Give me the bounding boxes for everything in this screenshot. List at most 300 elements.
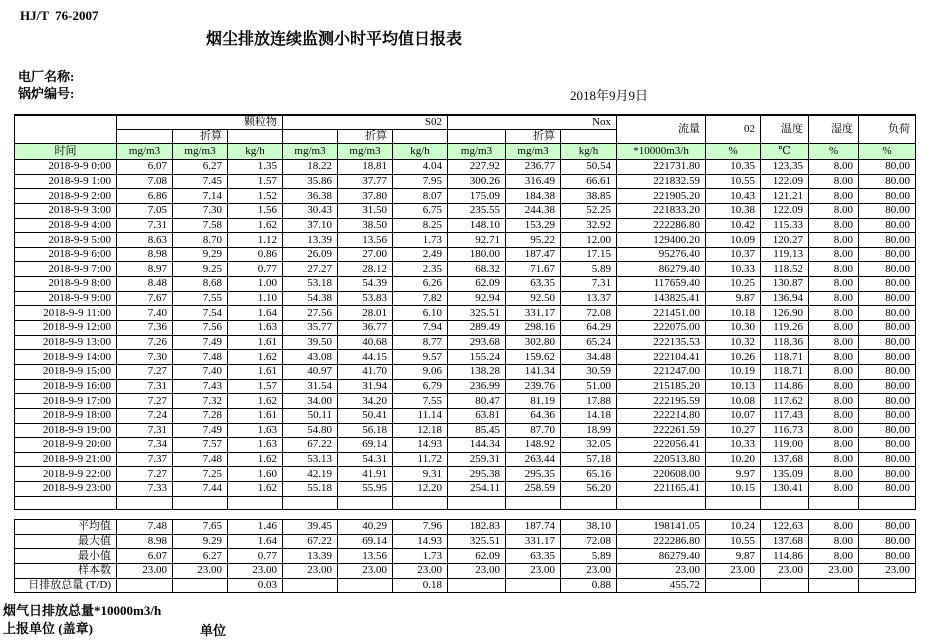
- value-cell: 1.63: [228, 438, 283, 453]
- value-cell: 1.60: [228, 467, 283, 482]
- value-cell: 7.31: [117, 423, 173, 438]
- header-subcell-empty: [561, 130, 617, 144]
- summary-row: [15, 534, 916, 549]
- summary-value-cell: [506, 578, 561, 593]
- value-cell: 258.59: [506, 482, 561, 497]
- summary-value-cell: 114.86: [761, 549, 809, 564]
- value-cell: 10.15: [706, 482, 761, 497]
- empty-cell: [283, 496, 338, 509]
- summary-table: [14, 519, 916, 593]
- summary-value-cell: 23.00: [228, 563, 283, 578]
- value-cell: 12.00: [561, 233, 617, 248]
- value-cell: 7.94: [393, 321, 448, 336]
- table-row: [15, 262, 916, 277]
- value-cell: 148.10: [448, 218, 506, 233]
- value-cell: 7.30: [117, 350, 173, 365]
- value-cell: 175.09: [448, 189, 506, 204]
- value-cell: 116.73: [761, 423, 809, 438]
- value-cell: 119.00: [761, 438, 809, 453]
- value-cell: 80.00: [859, 482, 916, 497]
- value-cell: 38.50: [338, 218, 393, 233]
- value-cell: 8.00: [809, 189, 859, 204]
- empty-cell: [173, 496, 228, 509]
- value-cell: 8.00: [809, 364, 859, 379]
- header-corner-empty: [15, 115, 117, 144]
- summary-value-cell: [117, 578, 173, 593]
- value-cell: 118.52: [761, 262, 809, 277]
- value-cell: 7.26: [117, 335, 173, 350]
- value-cell: 221833.20: [617, 203, 706, 218]
- value-cell: 10.09: [706, 233, 761, 248]
- value-cell: 9.31: [393, 467, 448, 482]
- value-cell: 80.00: [859, 174, 916, 189]
- value-cell: 1.61: [228, 364, 283, 379]
- time-cell: 2018-9-9 16:00: [15, 379, 117, 394]
- summary-value-cell: 8.00: [809, 549, 859, 564]
- value-cell: 136.94: [761, 291, 809, 306]
- header-units-row: [15, 144, 916, 160]
- value-cell: 54.80: [283, 423, 338, 438]
- value-cell: 92.71: [448, 233, 506, 248]
- value-cell: 8.00: [809, 335, 859, 350]
- value-cell: 8.68: [173, 277, 228, 292]
- value-cell: 95276.40: [617, 247, 706, 262]
- summary-value-cell: 6.07: [117, 549, 173, 564]
- table-row: [15, 277, 916, 292]
- value-cell: 1.00: [228, 277, 283, 292]
- value-cell: 54.31: [338, 452, 393, 467]
- empty-cell: [506, 496, 561, 509]
- value-cell: 7.58: [173, 218, 228, 233]
- value-cell: 80.00: [859, 335, 916, 350]
- value-cell: 80.00: [859, 321, 916, 336]
- value-cell: 222286.80: [617, 218, 706, 233]
- summary-value-cell: 23.00: [173, 563, 228, 578]
- value-cell: 7.40: [173, 364, 228, 379]
- summary-value-cell: 10.24: [706, 520, 761, 535]
- summary-value-cell: 0.77: [228, 549, 283, 564]
- value-cell: 7.34: [117, 438, 173, 453]
- value-cell: 56.18: [338, 423, 393, 438]
- unit-cell: ℃: [761, 144, 809, 160]
- value-cell: 6.10: [393, 306, 448, 321]
- value-cell: 8.00: [809, 394, 859, 409]
- value-cell: 7.49: [173, 423, 228, 438]
- value-cell: 148.92: [506, 438, 561, 453]
- value-cell: 220608.00: [617, 467, 706, 482]
- summary-value-cell: 72.08: [561, 534, 617, 549]
- summary-value-cell: 8.98: [117, 534, 173, 549]
- value-cell: 120.27: [761, 233, 809, 248]
- summary-value-cell: 10.55: [706, 534, 761, 549]
- value-cell: 7.36: [117, 321, 173, 336]
- value-cell: 31.94: [338, 379, 393, 394]
- unit-cell: mg/m3: [173, 144, 228, 160]
- value-cell: 7.54: [173, 306, 228, 321]
- table-row: [15, 218, 916, 233]
- header-humidity: 湿度: [809, 115, 859, 144]
- unit-cell: mg/m3: [506, 144, 561, 160]
- table-row: [15, 482, 916, 497]
- page-title: 烟尘排放连续监测小时平均值日报表: [206, 31, 463, 48]
- summary-value-cell: 80.00: [859, 534, 916, 549]
- value-cell: 8.00: [809, 423, 859, 438]
- summary-row: [15, 549, 916, 564]
- value-cell: 8.97: [117, 262, 173, 277]
- value-cell: 10.13: [706, 379, 761, 394]
- summary-value-cell: [859, 578, 916, 593]
- summary-value-cell: 38.10: [561, 520, 617, 535]
- value-cell: 80.00: [859, 467, 916, 482]
- value-cell: 7.49: [173, 335, 228, 350]
- value-cell: 37.80: [338, 189, 393, 204]
- value-cell: 221165.41: [617, 482, 706, 497]
- value-cell: 67.22: [283, 438, 338, 453]
- value-cell: 6.79: [393, 379, 448, 394]
- value-cell: 17.88: [561, 394, 617, 409]
- empty-row: [15, 496, 916, 509]
- summary-value-cell: 23.00: [809, 563, 859, 578]
- header-pm-converted: 折算: [173, 130, 228, 144]
- value-cell: 38.85: [561, 189, 617, 204]
- value-cell: 9.06: [393, 364, 448, 379]
- header-subcell-empty: [283, 130, 338, 144]
- value-cell: 11.72: [393, 452, 448, 467]
- value-cell: 10.35: [706, 160, 761, 175]
- value-cell: 236.77: [506, 160, 561, 175]
- value-cell: 17.15: [561, 247, 617, 262]
- value-cell: 8.48: [117, 277, 173, 292]
- value-cell: 302.80: [506, 335, 561, 350]
- value-cell: 1.12: [228, 233, 283, 248]
- value-cell: 8.25: [393, 218, 448, 233]
- value-cell: 117.62: [761, 394, 809, 409]
- summary-value-cell: 80.00: [859, 549, 916, 564]
- time-cell: 2018-9-9 6:00: [15, 247, 117, 262]
- summary-value-cell: 9.29: [173, 534, 228, 549]
- value-cell: 259.31: [448, 452, 506, 467]
- value-cell: 117.43: [761, 408, 809, 423]
- value-cell: 7.48: [173, 350, 228, 365]
- value-cell: 50.54: [561, 160, 617, 175]
- value-cell: 56.20: [561, 482, 617, 497]
- header-subcell-empty: [448, 130, 506, 144]
- value-cell: 1.63: [228, 423, 283, 438]
- table-row: [15, 306, 916, 321]
- value-cell: 27.00: [338, 247, 393, 262]
- value-cell: 64.36: [506, 408, 561, 423]
- value-cell: 7.67: [117, 291, 173, 306]
- value-cell: 215185.20: [617, 379, 706, 394]
- summary-value-cell: 5.89: [561, 549, 617, 564]
- value-cell: 331.17: [506, 306, 561, 321]
- empty-cell: [393, 496, 448, 509]
- summary-value-cell: 23.00: [393, 563, 448, 578]
- summary-value-cell: 1.73: [393, 549, 448, 564]
- time-cell: 2018-9-9 9:00: [15, 291, 117, 306]
- value-cell: 1.62: [228, 394, 283, 409]
- empty-cell: [706, 496, 761, 509]
- boiler-number-label: 锅炉编号:: [18, 86, 75, 101]
- empty-cell: [15, 496, 117, 509]
- time-cell: 2018-9-9 20:00: [15, 438, 117, 453]
- empty-cell: [761, 496, 809, 509]
- value-cell: 7.55: [173, 291, 228, 306]
- value-cell: 71.67: [506, 262, 561, 277]
- summary-value-cell: 1.64: [228, 534, 283, 549]
- value-cell: 222195.59: [617, 394, 706, 409]
- unit-cell: mg/m3: [117, 144, 173, 160]
- value-cell: 10.30: [706, 321, 761, 336]
- value-cell: 9.87: [706, 291, 761, 306]
- summary-value-cell: 8.00: [809, 534, 859, 549]
- value-cell: 263.44: [506, 452, 561, 467]
- summary-value-cell: 23.00: [761, 563, 809, 578]
- value-cell: 221451.00: [617, 306, 706, 321]
- value-cell: 8.00: [809, 379, 859, 394]
- unit-cell: mg/m3: [448, 144, 506, 160]
- value-cell: 7.48: [173, 452, 228, 467]
- value-cell: 7.32: [173, 394, 228, 409]
- value-cell: 159.62: [506, 350, 561, 365]
- value-cell: 7.27: [117, 467, 173, 482]
- summary-value-cell: 7.48: [117, 520, 173, 535]
- summary-label-cell: 最大值: [15, 534, 117, 549]
- value-cell: 12.20: [393, 482, 448, 497]
- header-o2: 02: [706, 115, 761, 144]
- value-cell: 54.38: [283, 291, 338, 306]
- value-cell: 8.00: [809, 247, 859, 262]
- value-cell: 64.29: [561, 321, 617, 336]
- table-row: [15, 189, 916, 204]
- value-cell: 6.75: [393, 203, 448, 218]
- value-cell: 81.19: [506, 394, 561, 409]
- value-cell: 7.05: [117, 203, 173, 218]
- unit-cell: kg/h: [561, 144, 617, 160]
- value-cell: 126.90: [761, 306, 809, 321]
- value-cell: 18.22: [283, 160, 338, 175]
- value-cell: 122.09: [761, 203, 809, 218]
- summary-value-cell: 1.46: [228, 520, 283, 535]
- value-cell: 115.33: [761, 218, 809, 233]
- summary-value-cell: 23.00: [617, 563, 706, 578]
- table-row: [15, 233, 916, 248]
- value-cell: 8.63: [117, 233, 173, 248]
- table-row: [15, 423, 916, 438]
- value-cell: 85.45: [448, 423, 506, 438]
- summary-value-cell: [338, 578, 393, 593]
- unit-cell: %: [706, 144, 761, 160]
- summary-value-cell: 86279.40: [617, 549, 706, 564]
- value-cell: 62.09: [448, 277, 506, 292]
- value-cell: 66.61: [561, 174, 617, 189]
- value-cell: 34.48: [561, 350, 617, 365]
- value-cell: 80.00: [859, 438, 916, 453]
- value-cell: 6.27: [173, 160, 228, 175]
- summary-value-cell: 222286.80: [617, 534, 706, 549]
- value-cell: 7.31: [117, 379, 173, 394]
- value-cell: 95.22: [506, 233, 561, 248]
- value-cell: 119.13: [761, 247, 809, 262]
- value-cell: 221832.59: [617, 174, 706, 189]
- summary-label-cell: 平均值: [15, 520, 117, 535]
- value-cell: 298.16: [506, 321, 561, 336]
- table-row: [15, 438, 916, 453]
- value-cell: 80.00: [859, 408, 916, 423]
- time-cell: 2018-9-9 15:00: [15, 364, 117, 379]
- value-cell: 325.51: [448, 306, 506, 321]
- value-cell: 295.38: [448, 467, 506, 482]
- summary-value-cell: 7.96: [393, 520, 448, 535]
- time-cell: 2018-9-9 19:00: [15, 423, 117, 438]
- value-cell: 8.00: [809, 350, 859, 365]
- value-cell: 8.00: [809, 452, 859, 467]
- value-cell: 12.18: [393, 423, 448, 438]
- reporting-unit-label: 上报单位 (盖章): [3, 621, 93, 636]
- value-cell: 254.11: [448, 482, 506, 497]
- value-cell: 7.40: [117, 306, 173, 321]
- value-cell: 8.00: [809, 291, 859, 306]
- value-cell: 316.49: [506, 174, 561, 189]
- value-cell: 63.81: [448, 408, 506, 423]
- value-cell: 239.76: [506, 379, 561, 394]
- summary-value-cell: 62.09: [448, 549, 506, 564]
- summary-value-cell: [761, 578, 809, 593]
- value-cell: 14.18: [561, 408, 617, 423]
- value-cell: 68.32: [448, 262, 506, 277]
- header-subcell-empty: [117, 130, 173, 144]
- value-cell: 144.34: [448, 438, 506, 453]
- time-cell: 2018-9-9 13:00: [15, 335, 117, 350]
- value-cell: 10.38: [706, 203, 761, 218]
- value-cell: 8.70: [173, 233, 228, 248]
- value-cell: 7.43: [173, 379, 228, 394]
- summary-row: [15, 520, 916, 535]
- value-cell: 7.82: [393, 291, 448, 306]
- value-cell: 10.42: [706, 218, 761, 233]
- time-cell: 2018-9-9 4:00: [15, 218, 117, 233]
- value-cell: 37.10: [283, 218, 338, 233]
- value-cell: 295.35: [506, 467, 561, 482]
- empty-cell: [561, 496, 617, 509]
- value-cell: 65.16: [561, 467, 617, 482]
- monitoring-table: [14, 114, 916, 510]
- flue-gas-total-note: 烟气日排放总量*10000m3/h: [3, 603, 162, 618]
- header-load: 负荷: [859, 115, 916, 144]
- value-cell: 36.77: [338, 321, 393, 336]
- summary-value-cell: 0.03: [228, 578, 283, 593]
- summary-value-cell: 23.00: [561, 563, 617, 578]
- value-cell: 10.37: [706, 247, 761, 262]
- value-cell: 14.93: [393, 438, 448, 453]
- summary-value-cell: 6.27: [173, 549, 228, 564]
- empty-cell: [228, 496, 283, 509]
- time-cell: 2018-9-9 8:00: [15, 277, 117, 292]
- value-cell: 30.43: [283, 203, 338, 218]
- value-cell: 141.34: [506, 364, 561, 379]
- value-cell: 7.95: [393, 174, 448, 189]
- value-cell: 7.27: [117, 394, 173, 409]
- value-cell: 184.38: [506, 189, 561, 204]
- header-flow: 流量: [617, 115, 706, 144]
- value-cell: 72.08: [561, 306, 617, 321]
- value-cell: 32.05: [561, 438, 617, 453]
- value-cell: 118.36: [761, 335, 809, 350]
- table-row: [15, 452, 916, 467]
- summary-value-cell: 39.45: [283, 520, 338, 535]
- value-cell: 8.00: [809, 438, 859, 453]
- value-cell: 50.11: [283, 408, 338, 423]
- value-cell: 10.32: [706, 335, 761, 350]
- value-cell: 43.08: [283, 350, 338, 365]
- value-cell: 1.52: [228, 189, 283, 204]
- value-cell: 10.26: [706, 350, 761, 365]
- value-cell: 227.92: [448, 160, 506, 175]
- value-cell: 187.47: [506, 247, 561, 262]
- value-cell: 1.73: [393, 233, 448, 248]
- unit-cell: %: [809, 144, 859, 160]
- value-cell: 10.19: [706, 364, 761, 379]
- time-cell: 2018-9-9 7:00: [15, 262, 117, 277]
- value-cell: 26.09: [283, 247, 338, 262]
- value-cell: 34.20: [338, 394, 393, 409]
- value-cell: 9.25: [173, 262, 228, 277]
- value-cell: 65.24: [561, 335, 617, 350]
- summary-value-cell: 63.35: [506, 549, 561, 564]
- value-cell: 8.98: [117, 247, 173, 262]
- value-cell: 7.45: [173, 174, 228, 189]
- unit-cell: mg/m3: [283, 144, 338, 160]
- summary-row: [15, 578, 916, 593]
- value-cell: 51.00: [561, 379, 617, 394]
- value-cell: 32.92: [561, 218, 617, 233]
- summary-value-cell: 23.00: [448, 563, 506, 578]
- table-row: [15, 467, 916, 482]
- value-cell: 10.18: [706, 306, 761, 321]
- header-time: 时间: [15, 144, 117, 160]
- value-cell: 1.64: [228, 306, 283, 321]
- empty-cell: [338, 496, 393, 509]
- value-cell: 180.00: [448, 247, 506, 262]
- plant-name-label: 电厂名称:: [18, 69, 75, 84]
- value-cell: 44.15: [338, 350, 393, 365]
- value-cell: 135.09: [761, 467, 809, 482]
- summary-value-cell: [173, 578, 228, 593]
- summary-value-cell: 7.65: [173, 520, 228, 535]
- value-cell: 50.41: [338, 408, 393, 423]
- value-cell: 36.38: [283, 189, 338, 204]
- value-cell: 80.00: [859, 452, 916, 467]
- empty-cell: [617, 496, 706, 509]
- value-cell: 236.99: [448, 379, 506, 394]
- value-cell: 80.00: [859, 247, 916, 262]
- table-row: [15, 160, 916, 175]
- time-cell: 2018-9-9 21:00: [15, 452, 117, 467]
- value-cell: 80.00: [859, 203, 916, 218]
- unit-cell: kg/h: [228, 144, 283, 160]
- value-cell: 0.77: [228, 262, 283, 277]
- time-cell: 2018-9-9 1:00: [15, 174, 117, 189]
- value-cell: 31.50: [338, 203, 393, 218]
- summary-value-cell: 8.00: [809, 520, 859, 535]
- value-cell: 10.55: [706, 174, 761, 189]
- value-cell: 114.86: [761, 379, 809, 394]
- time-cell: 2018-9-9 11:00: [15, 306, 117, 321]
- value-cell: 28.01: [338, 306, 393, 321]
- header-subcell-empty: [393, 130, 448, 144]
- value-cell: 222056.41: [617, 438, 706, 453]
- summary-value-cell: 455.72: [617, 578, 706, 593]
